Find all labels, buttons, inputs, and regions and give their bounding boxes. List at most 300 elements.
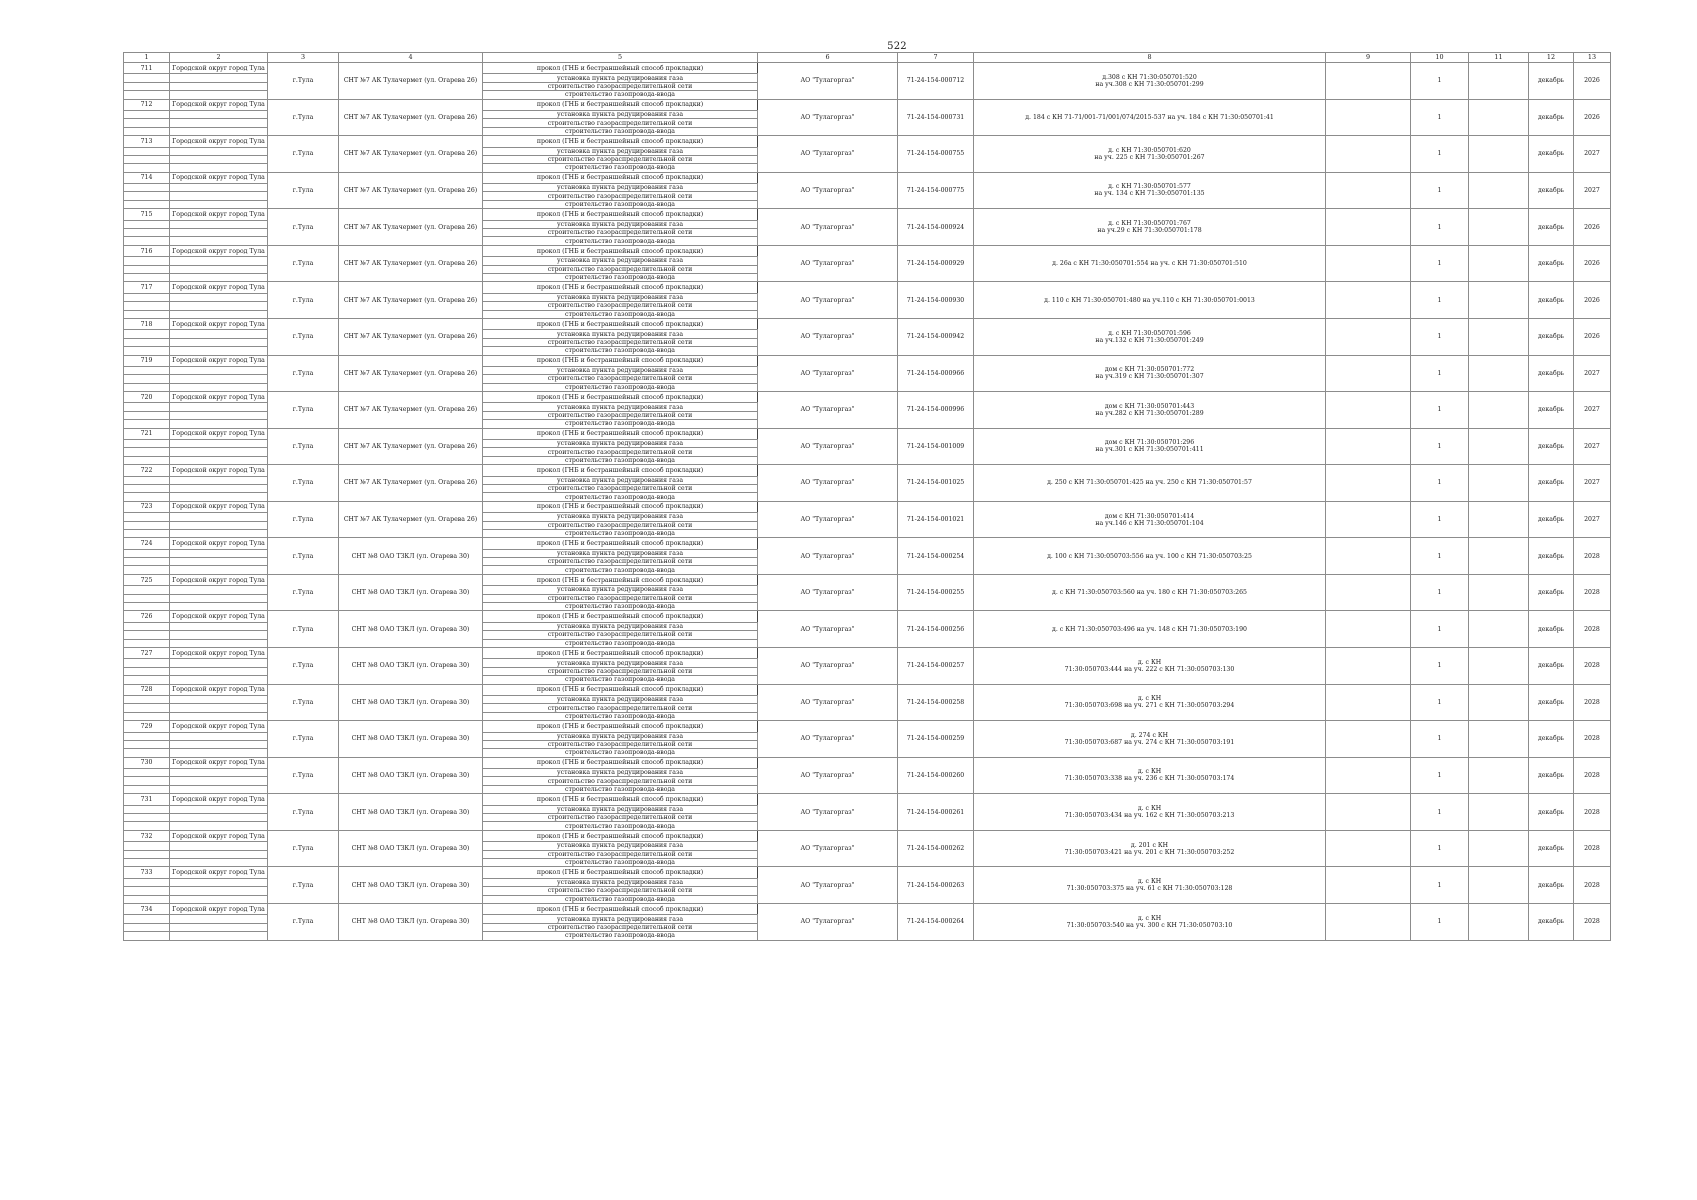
work-type-cell: строительство газопровода-ввода bbox=[483, 932, 758, 940]
empty-cell bbox=[170, 375, 268, 383]
address-description-cell bbox=[974, 501, 1326, 538]
col-9-cell bbox=[1326, 538, 1411, 575]
work-type-cell: установка пункта редуцирования газа bbox=[483, 403, 758, 411]
district-cell: Городской округ город Тула bbox=[170, 428, 268, 439]
empty-cell bbox=[170, 155, 268, 163]
object-code-cell: 71-24-154-001009 bbox=[898, 428, 974, 465]
year-cell: 2027 bbox=[1574, 136, 1611, 173]
object-code-cell: 71-24-154-000731 bbox=[898, 99, 974, 136]
location-cell: СНТ №7 АК Тулачермет (ул. Огарева 26) bbox=[339, 392, 483, 429]
month-cell: декабрь bbox=[1529, 501, 1574, 538]
month-cell: декабрь bbox=[1529, 99, 1574, 136]
location-cell: СНТ №8 ОАО ТЗКЛ (ул. Огарева 30) bbox=[339, 538, 483, 575]
work-type-cell: строительство газопровода-ввода bbox=[483, 749, 758, 757]
address-line: д. 274 с КН bbox=[1130, 731, 1169, 739]
city-cell: г.Тула bbox=[268, 757, 339, 794]
empty-cell bbox=[170, 566, 268, 574]
work-type-cell: строительство газораспределительной сети bbox=[483, 484, 758, 492]
row-number: 715 bbox=[124, 209, 170, 220]
col-11-cell bbox=[1469, 721, 1529, 758]
district-cell: Городской округ город Тула bbox=[170, 684, 268, 695]
quantity-cell: 1 bbox=[1411, 209, 1469, 246]
district-cell: Городской округ город Тула bbox=[170, 611, 268, 622]
table-row bbox=[124, 209, 1611, 220]
empty-cell bbox=[124, 420, 170, 428]
district-cell: Городской округ город Тула bbox=[170, 721, 268, 732]
quantity-cell: 1 bbox=[1411, 465, 1469, 502]
column-header: 9 bbox=[1326, 53, 1411, 63]
month-cell: декабрь bbox=[1529, 867, 1574, 904]
organization-cell: АО "Тулагоргаз" bbox=[758, 538, 898, 575]
col-9-cell bbox=[1326, 428, 1411, 465]
column-header: 12 bbox=[1529, 53, 1574, 63]
empty-cell bbox=[170, 484, 268, 492]
work-type-cell: строительство газопровода-ввода bbox=[483, 858, 758, 866]
empty-cell bbox=[170, 293, 268, 301]
address-line: д. с КН bbox=[1137, 768, 1162, 776]
row-number: 714 bbox=[124, 172, 170, 183]
empty-cell bbox=[170, 74, 268, 82]
empty-cell bbox=[170, 887, 268, 895]
empty-cell bbox=[124, 476, 170, 484]
work-type-cell: строительство газопровода-ввода bbox=[483, 237, 758, 245]
table-body bbox=[124, 63, 1611, 941]
address-description-cell bbox=[974, 245, 1326, 282]
row-number: 712 bbox=[124, 99, 170, 110]
city-cell: г.Тула bbox=[268, 830, 339, 867]
empty-cell bbox=[124, 769, 170, 777]
empty-cell bbox=[124, 440, 170, 448]
empty-cell bbox=[124, 622, 170, 630]
row-number: 718 bbox=[124, 318, 170, 329]
organization-cell: АО "Тулагоргаз" bbox=[758, 209, 898, 246]
quantity-cell: 1 bbox=[1411, 648, 1469, 685]
empty-cell bbox=[124, 667, 170, 675]
work-type-cell: строительство газопровода-ввода bbox=[483, 566, 758, 574]
work-type-cell: строительство газораспределительной сети bbox=[483, 229, 758, 237]
address-line: д.308 с КН 71:30:050701:520 bbox=[1102, 73, 1197, 81]
address-description-cell bbox=[974, 99, 1326, 136]
empty-cell bbox=[124, 932, 170, 940]
col-9-cell bbox=[1326, 867, 1411, 904]
address-line: дом с КН 71:30:050701:414 bbox=[1104, 512, 1195, 520]
table-row bbox=[124, 172, 1611, 183]
col-11-cell bbox=[1469, 684, 1529, 721]
empty-cell bbox=[170, 476, 268, 484]
empty-cell bbox=[124, 785, 170, 793]
city-cell: г.Тула bbox=[268, 245, 339, 282]
table-row bbox=[124, 355, 1611, 366]
col-9-cell bbox=[1326, 209, 1411, 246]
address-description-cell bbox=[974, 611, 1326, 648]
address-description-cell bbox=[974, 355, 1326, 392]
organization-cell: АО "Тулагоргаз" bbox=[758, 99, 898, 136]
empty-cell bbox=[124, 82, 170, 90]
table-row bbox=[124, 282, 1611, 293]
work-type-cell: строительство газопровода-ввода bbox=[483, 200, 758, 208]
year-cell: 2026 bbox=[1574, 99, 1611, 136]
location-cell: СНТ №8 ОАО ТЗКЛ (ул. Огарева 30) bbox=[339, 867, 483, 904]
work-type-cell: установка пункта редуцирования газа bbox=[483, 622, 758, 630]
address-description-cell bbox=[974, 903, 1326, 940]
row-number: 724 bbox=[124, 538, 170, 549]
empty-cell bbox=[124, 842, 170, 850]
quantity-cell: 1 bbox=[1411, 428, 1469, 465]
address-line: дом с КН 71:30:050701:443 bbox=[1104, 402, 1195, 410]
empty-cell bbox=[170, 229, 268, 237]
organization-cell: АО "Тулагоргаз" bbox=[758, 282, 898, 319]
work-type-cell: строительство газораспределительной сети bbox=[483, 667, 758, 675]
address-line: 71:30:050703:375 на уч. 61 с КН 71:30:050703:128 bbox=[1066, 885, 1233, 893]
col-11-cell bbox=[1469, 318, 1529, 355]
month-cell: декабрь bbox=[1529, 611, 1574, 648]
district-cell: Городской округ город Тула bbox=[170, 355, 268, 366]
location-cell: СНТ №7 АК Тулачермет (ул. Огарева 26) bbox=[339, 172, 483, 209]
month-cell: декабрь bbox=[1529, 209, 1574, 246]
month-cell: декабрь bbox=[1529, 318, 1574, 355]
table-row bbox=[124, 684, 1611, 695]
empty-cell bbox=[124, 293, 170, 301]
city-cell: г.Тула bbox=[268, 611, 339, 648]
quantity-cell: 1 bbox=[1411, 501, 1469, 538]
col-9-cell bbox=[1326, 574, 1411, 611]
organization-cell: АО "Тулагоргаз" bbox=[758, 574, 898, 611]
year-cell: 2028 bbox=[1574, 830, 1611, 867]
address-line: на уч. 225 с КН 71:30:050701:267 bbox=[1094, 153, 1205, 161]
row-number: 723 bbox=[124, 501, 170, 512]
organization-cell: АО "Тулагоргаз" bbox=[758, 245, 898, 282]
address-line: на уч.319 с КН 71:30:050701:307 bbox=[1095, 373, 1204, 381]
year-cell: 2028 bbox=[1574, 721, 1611, 758]
city-cell: г.Тула bbox=[268, 501, 339, 538]
location-cell: СНТ №8 ОАО ТЗКЛ (ул. Огарева 30) bbox=[339, 757, 483, 794]
city-cell: г.Тула bbox=[268, 903, 339, 940]
empty-cell bbox=[124, 366, 170, 374]
month-cell: декабрь bbox=[1529, 465, 1574, 502]
empty-cell bbox=[170, 603, 268, 611]
quantity-cell: 1 bbox=[1411, 172, 1469, 209]
empty-cell bbox=[124, 777, 170, 785]
month-cell: декабрь bbox=[1529, 172, 1574, 209]
work-type-cell: строительство газораспределительной сети bbox=[483, 119, 758, 127]
empty-cell bbox=[170, 338, 268, 346]
col-11-cell bbox=[1469, 903, 1529, 940]
city-cell: г.Тула bbox=[268, 867, 339, 904]
empty-cell bbox=[124, 155, 170, 163]
col-9-cell bbox=[1326, 465, 1411, 502]
district-cell: Городской округ город Тула bbox=[170, 794, 268, 805]
district-cell: Городской округ город Тула bbox=[170, 172, 268, 183]
empty-cell bbox=[124, 850, 170, 858]
empty-cell bbox=[124, 338, 170, 346]
row-number: 728 bbox=[124, 684, 170, 695]
month-cell: декабрь bbox=[1529, 392, 1574, 429]
table-row bbox=[124, 245, 1611, 256]
work-type-cell: строительство газопровода-ввода bbox=[483, 347, 758, 355]
year-cell: 2028 bbox=[1574, 684, 1611, 721]
col-9-cell bbox=[1326, 355, 1411, 392]
district-cell: Городской округ город Тула bbox=[170, 757, 268, 768]
row-number: 729 bbox=[124, 721, 170, 732]
empty-cell bbox=[170, 732, 268, 740]
empty-cell bbox=[124, 192, 170, 200]
empty-cell bbox=[124, 484, 170, 492]
empty-cell bbox=[170, 403, 268, 411]
address-line: 71:30:050703:434 на уч. 162 с КН 71:30:050703:213 bbox=[1064, 812, 1235, 820]
organization-cell: АО "Тулагоргаз" bbox=[758, 648, 898, 685]
year-cell: 2026 bbox=[1574, 209, 1611, 246]
work-type-cell: строительство газопровода-ввода bbox=[483, 603, 758, 611]
year-cell: 2027 bbox=[1574, 465, 1611, 502]
year-cell: 2028 bbox=[1574, 611, 1611, 648]
empty-cell bbox=[170, 639, 268, 647]
year-cell: 2027 bbox=[1574, 428, 1611, 465]
month-cell: декабрь bbox=[1529, 282, 1574, 319]
work-type-cell: строительство газораспределительной сети bbox=[483, 594, 758, 602]
object-code-cell: 71-24-154-000264 bbox=[898, 903, 974, 940]
work-type-cell: строительство газораспределительной сети bbox=[483, 192, 758, 200]
empty-cell bbox=[170, 704, 268, 712]
work-type-cell: установка пункта редуцирования газа bbox=[483, 805, 758, 813]
col-9-cell bbox=[1326, 99, 1411, 136]
year-cell: 2028 bbox=[1574, 794, 1611, 831]
col-11-cell bbox=[1469, 209, 1529, 246]
work-type-cell: прокол (ГНБ и бестраншейный способ прокладки) bbox=[483, 538, 758, 549]
row-number: 720 bbox=[124, 392, 170, 403]
column-header: 11 bbox=[1469, 53, 1529, 63]
organization-cell: АО "Тулагоргаз" bbox=[758, 355, 898, 392]
address-line: д. с КН bbox=[1137, 914, 1162, 922]
work-type-cell: строительство газопровода-ввода bbox=[483, 164, 758, 172]
address-line: на уч.132 с КН 71:30:050701:249 bbox=[1095, 336, 1204, 344]
district-cell: Городской округ город Тула bbox=[170, 830, 268, 841]
work-type-cell: строительство газопровода-ввода bbox=[483, 456, 758, 464]
work-type-cell: строительство газораспределительной сети bbox=[483, 265, 758, 273]
quantity-cell: 1 bbox=[1411, 757, 1469, 794]
object-code-cell: 71-24-154-000929 bbox=[898, 245, 974, 282]
table-row bbox=[124, 501, 1611, 512]
work-type-cell: строительство газораспределительной сети bbox=[483, 82, 758, 90]
object-code-cell: 71-24-154-000775 bbox=[898, 172, 974, 209]
object-code-cell: 71-24-154-000255 bbox=[898, 574, 974, 611]
col-11-cell bbox=[1469, 501, 1529, 538]
year-cell: 2027 bbox=[1574, 172, 1611, 209]
empty-cell bbox=[124, 493, 170, 501]
year-cell: 2027 bbox=[1574, 355, 1611, 392]
organization-cell: АО "Тулагоргаз" bbox=[758, 867, 898, 904]
col-9-cell bbox=[1326, 721, 1411, 758]
work-type-cell: строительство газопровода-ввода bbox=[483, 785, 758, 793]
address-line: д. 250 с КН 71:30:050701:425 на уч. 250 с КН 71:30:050701:57 bbox=[1047, 479, 1252, 487]
col-11-cell bbox=[1469, 757, 1529, 794]
empty-cell bbox=[124, 814, 170, 822]
city-cell: г.Тула bbox=[268, 538, 339, 575]
empty-cell bbox=[170, 257, 268, 265]
empty-cell bbox=[170, 366, 268, 374]
empty-cell bbox=[170, 529, 268, 537]
header-row bbox=[124, 53, 1611, 63]
address-line: 71:30:050703:698 на уч. 271 с КН 71:30:050703:294 bbox=[1064, 702, 1235, 710]
empty-cell bbox=[170, 440, 268, 448]
table-row bbox=[124, 611, 1611, 622]
row-number: 722 bbox=[124, 465, 170, 476]
work-type-cell: строительство газопровода-ввода bbox=[483, 676, 758, 684]
object-code-cell: 71-24-154-001021 bbox=[898, 501, 974, 538]
organization-cell: АО "Тулагоргаз" bbox=[758, 465, 898, 502]
empty-cell bbox=[124, 184, 170, 192]
district-cell: Городской округ город Тула bbox=[170, 392, 268, 403]
work-type-cell: прокол (ГНБ и бестраншейный способ прокладки) bbox=[483, 282, 758, 293]
quantity-cell: 1 bbox=[1411, 903, 1469, 940]
column-header: 7 bbox=[898, 53, 974, 63]
empty-cell bbox=[170, 895, 268, 903]
empty-cell bbox=[170, 586, 268, 594]
location-cell: СНТ №7 АК Тулачермет (ул. Огарева 26) bbox=[339, 318, 483, 355]
empty-cell bbox=[124, 310, 170, 318]
city-cell: г.Тула bbox=[268, 465, 339, 502]
work-type-cell: строительство газораспределительной сети bbox=[483, 302, 758, 310]
location-cell: СНТ №7 АК Тулачермет (ул. Огарева 26) bbox=[339, 99, 483, 136]
empty-cell bbox=[170, 558, 268, 566]
empty-cell bbox=[170, 420, 268, 428]
col-9-cell bbox=[1326, 63, 1411, 100]
col-9-cell bbox=[1326, 501, 1411, 538]
work-type-cell: строительство газораспределительной сети bbox=[483, 411, 758, 419]
empty-cell bbox=[124, 110, 170, 118]
city-cell: г.Тула bbox=[268, 721, 339, 758]
empty-cell bbox=[124, 858, 170, 866]
year-cell: 2028 bbox=[1574, 867, 1611, 904]
empty-cell bbox=[170, 822, 268, 830]
month-cell: декабрь bbox=[1529, 721, 1574, 758]
quantity-cell: 1 bbox=[1411, 99, 1469, 136]
work-type-cell: установка пункта редуцирования газа bbox=[483, 586, 758, 594]
work-type-cell: строительство газораспределительной сети bbox=[483, 887, 758, 895]
work-type-cell: прокол (ГНБ и бестраншейный способ прокладки) bbox=[483, 501, 758, 512]
work-type-cell: строительство газораспределительной сети bbox=[483, 777, 758, 785]
organization-cell: АО "Тулагоргаз" bbox=[758, 172, 898, 209]
month-cell: декабрь bbox=[1529, 355, 1574, 392]
work-type-cell: установка пункта редуцирования газа bbox=[483, 915, 758, 923]
work-type-cell: строительство газопровода-ввода bbox=[483, 639, 758, 647]
empty-cell bbox=[124, 127, 170, 135]
organization-cell: АО "Тулагоргаз" bbox=[758, 136, 898, 173]
year-cell: 2026 bbox=[1574, 245, 1611, 282]
work-type-cell: прокол (ГНБ и бестраншейный способ прокладки) bbox=[483, 903, 758, 914]
address-description-cell bbox=[974, 648, 1326, 685]
col-11-cell bbox=[1469, 465, 1529, 502]
district-cell: Городской округ город Тула bbox=[170, 501, 268, 512]
quantity-cell: 1 bbox=[1411, 611, 1469, 648]
object-code-cell: 71-24-154-000930 bbox=[898, 282, 974, 319]
year-cell: 2026 bbox=[1574, 282, 1611, 319]
row-number: 733 bbox=[124, 867, 170, 878]
month-cell: декабрь bbox=[1529, 648, 1574, 685]
work-type-cell: установка пункта редуцирования газа bbox=[483, 842, 758, 850]
address-line: д. с КН bbox=[1137, 878, 1162, 886]
object-code-cell: 71-24-154-000966 bbox=[898, 355, 974, 392]
quantity-cell: 1 bbox=[1411, 721, 1469, 758]
work-type-cell: установка пункта редуцирования газа bbox=[483, 330, 758, 338]
quantity-cell: 1 bbox=[1411, 538, 1469, 575]
empty-cell bbox=[170, 82, 268, 90]
month-cell: декабрь bbox=[1529, 538, 1574, 575]
empty-cell bbox=[124, 740, 170, 748]
work-type-cell: установка пункта редуцирования газа bbox=[483, 184, 758, 192]
location-cell: СНТ №7 АК Тулачермет (ул. Огарева 26) bbox=[339, 209, 483, 246]
empty-cell bbox=[124, 257, 170, 265]
month-cell: декабрь bbox=[1529, 245, 1574, 282]
plan-table bbox=[123, 52, 1611, 941]
col-11-cell bbox=[1469, 538, 1529, 575]
work-type-cell: строительство газопровода-ввода bbox=[483, 712, 758, 720]
work-type-cell: прокол (ГНБ и бестраншейный способ прокладки) bbox=[483, 209, 758, 220]
address-line: д. 110 с КН 71:30:050701:480 на уч.110 с КН 71:30:050701:0013 bbox=[1044, 296, 1255, 304]
year-cell: 2028 bbox=[1574, 648, 1611, 685]
quantity-cell: 1 bbox=[1411, 63, 1469, 100]
row-number: 716 bbox=[124, 245, 170, 256]
quantity-cell: 1 bbox=[1411, 136, 1469, 173]
address-line: д. 184 с КН 71-71/001-71/001/074/2015-537 на уч. 184 с КН 71:30:050701:41 bbox=[1025, 113, 1274, 121]
row-number: 731 bbox=[124, 794, 170, 805]
empty-cell bbox=[170, 785, 268, 793]
object-code-cell: 71-24-154-000256 bbox=[898, 611, 974, 648]
address-description-cell bbox=[974, 794, 1326, 831]
quantity-cell: 1 bbox=[1411, 282, 1469, 319]
col-11-cell bbox=[1469, 245, 1529, 282]
empty-cell bbox=[170, 184, 268, 192]
city-cell: г.Тула bbox=[268, 63, 339, 100]
month-cell: декабрь bbox=[1529, 574, 1574, 611]
empty-cell bbox=[124, 273, 170, 281]
empty-cell bbox=[170, 200, 268, 208]
work-type-cell: установка пункта редуцирования газа bbox=[483, 147, 758, 155]
work-type-cell: строительство газораспределительной сети bbox=[483, 558, 758, 566]
col-11-cell bbox=[1469, 428, 1529, 465]
month-cell: декабрь bbox=[1529, 136, 1574, 173]
empty-cell bbox=[124, 448, 170, 456]
table-row bbox=[124, 428, 1611, 439]
object-code-cell: 71-24-154-000258 bbox=[898, 684, 974, 721]
table-row bbox=[124, 538, 1611, 549]
col-9-cell bbox=[1326, 684, 1411, 721]
empty-cell bbox=[124, 375, 170, 383]
empty-cell bbox=[170, 220, 268, 228]
work-type-cell: строительство газопровода-ввода bbox=[483, 529, 758, 537]
empty-cell bbox=[170, 749, 268, 757]
year-cell: 2028 bbox=[1574, 574, 1611, 611]
empty-cell bbox=[124, 147, 170, 155]
location-cell: СНТ №7 АК Тулачермет (ул. Огарева 26) bbox=[339, 245, 483, 282]
address-line: д. с КН 71:30:050701:577 bbox=[1108, 183, 1191, 191]
district-cell: Городской округ город Тула bbox=[170, 538, 268, 549]
empty-cell bbox=[170, 302, 268, 310]
object-code-cell: 71-24-154-000257 bbox=[898, 648, 974, 685]
empty-cell bbox=[124, 330, 170, 338]
address-line: д. 100 с КН 71:30:050703:556 на уч. 100 с КН 71:30:050703:25 bbox=[1047, 552, 1252, 560]
table-row bbox=[124, 392, 1611, 403]
address-description-cell bbox=[974, 172, 1326, 209]
empty-cell bbox=[170, 237, 268, 245]
location-cell: СНТ №8 ОАО ТЗКЛ (ул. Огарева 30) bbox=[339, 574, 483, 611]
work-type-cell: установка пункта редуцирования газа bbox=[483, 110, 758, 118]
table-row bbox=[124, 136, 1611, 147]
work-type-cell: установка пункта редуцирования газа bbox=[483, 695, 758, 703]
empty-cell bbox=[170, 769, 268, 777]
col-9-cell bbox=[1326, 757, 1411, 794]
organization-cell: АО "Тулагоргаз" bbox=[758, 318, 898, 355]
city-cell: г.Тула bbox=[268, 684, 339, 721]
